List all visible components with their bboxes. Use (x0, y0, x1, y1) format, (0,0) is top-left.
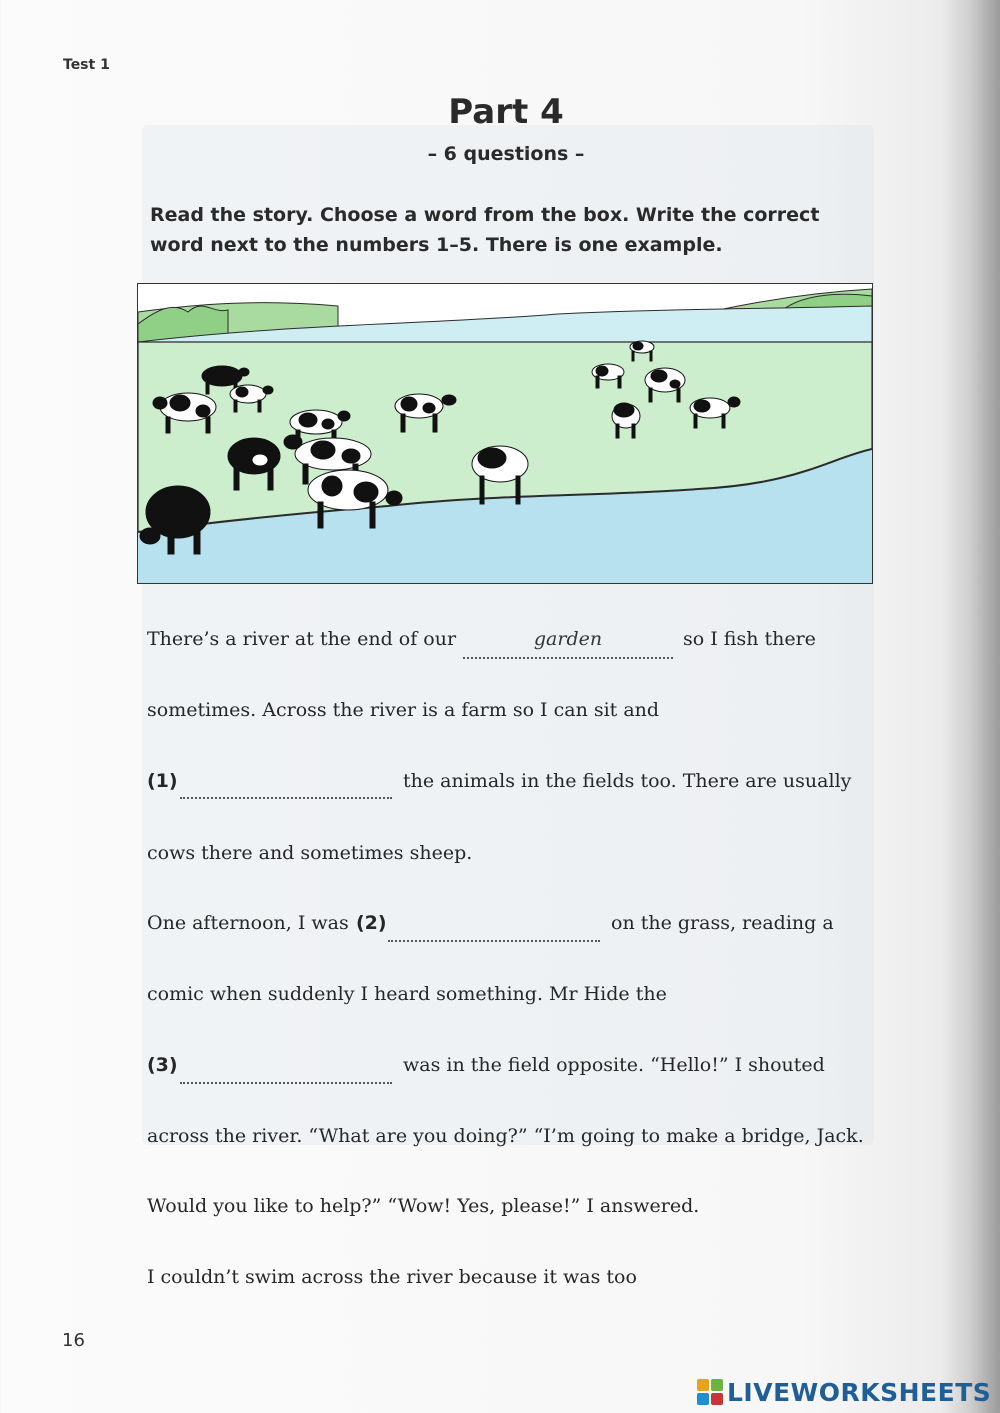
question-2-number: (2) (356, 912, 387, 934)
story-line-1b: so I fish there (683, 628, 816, 650)
instructions (150, 200, 850, 260)
cows-by-river-illustration (137, 283, 873, 584)
part-title: Part 4 (448, 92, 564, 132)
answer-1-input[interactable] (180, 797, 392, 799)
story-line-2: sometimes. Across the river is a farm so I can sit and (147, 699, 660, 721)
page-number: 16 (62, 1330, 85, 1351)
instructions-line-1: Read the story. Choose a word from the box. Write the correct (150, 204, 820, 226)
part-subtitle: – 6 questions – (427, 143, 585, 165)
story-line-5a: One afternoon, I was (147, 912, 349, 934)
story-line-3: the animals in the fields too. There are usually (403, 770, 852, 792)
story-line-7: was in the field opposite. “Hello!” I shouted (403, 1054, 825, 1076)
liveworksheets-brand-text: LIVEWORKSHEETS (727, 1377, 992, 1407)
answer-2-input[interactable] (388, 940, 600, 942)
instructions-line-2: word next to the numbers 1–5. There is one example. (150, 234, 723, 256)
story-line-5b: on the grass, reading a (611, 912, 834, 934)
example-answer-blank (463, 657, 673, 659)
story-line-10: I couldn’t swim across the river because it was too (147, 1266, 637, 1288)
example-answer: garden (533, 628, 603, 650)
question-1-number: (1) (147, 770, 178, 792)
answer-3-input[interactable] (180, 1082, 392, 1084)
liveworksheets-logo (697, 1378, 991, 1406)
illustration-svg (138, 284, 872, 583)
test-label: Test 1 (63, 57, 110, 73)
story-line-6: comic when suddenly I heard something. Mr Hide the (147, 983, 667, 1005)
story-line-1a: There’s a river at the end of our (147, 628, 457, 650)
story-line-8: across the river. “What are you doing?” “I’m going to make a bridge, Jack. (147, 1125, 864, 1147)
liveworksheets-logo-icon (697, 1379, 723, 1405)
story-line-9: Would you like to help?” “Wow! Yes, please!” I answered. (147, 1195, 700, 1217)
story-line-4: cows there and sometimes sheep. (147, 842, 473, 864)
question-3-number: (3) (147, 1054, 178, 1076)
